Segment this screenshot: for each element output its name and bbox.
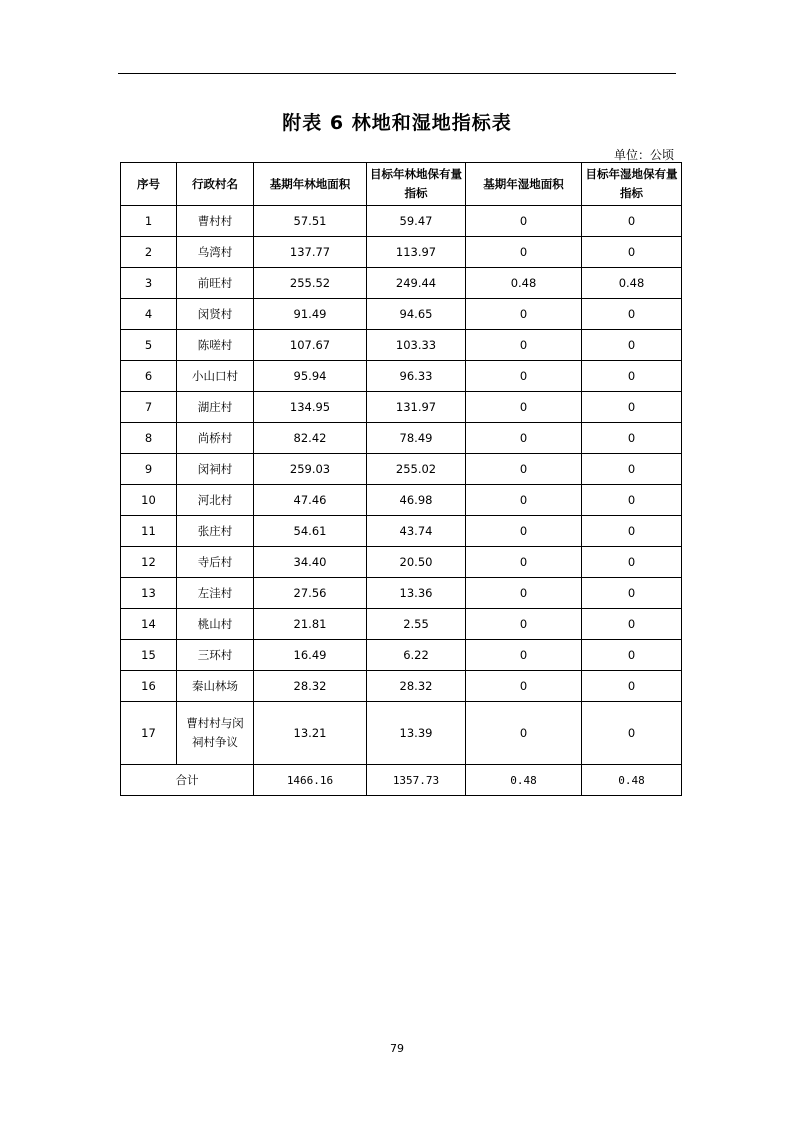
value-cell: 255.02 (367, 454, 466, 485)
row-index-cell: 7 (121, 392, 177, 423)
value-cell: 0 (466, 578, 582, 609)
value-cell: 0 (466, 485, 582, 516)
value-cell: 0 (466, 392, 582, 423)
value-cell: 43.74 (367, 516, 466, 547)
value-cell: 259.03 (254, 454, 367, 485)
value-cell: 0 (466, 671, 582, 702)
row-index-cell: 4 (121, 299, 177, 330)
value-cell: 2.55 (367, 609, 466, 640)
village-name-cell: 张庄村 (177, 516, 254, 547)
village-name-cell: 左洼村 (177, 578, 254, 609)
value-cell: 0 (466, 361, 582, 392)
value-cell: 0 (466, 299, 582, 330)
value-cell: 0 (582, 578, 682, 609)
row-index-cell: 12 (121, 547, 177, 578)
value-cell: 113.97 (367, 237, 466, 268)
value-cell: 91.49 (254, 299, 367, 330)
value-cell: 59.47 (367, 206, 466, 237)
value-cell: 0 (582, 361, 682, 392)
row-index-cell: 11 (121, 516, 177, 547)
value-cell: 0 (582, 547, 682, 578)
value-cell: 96.33 (367, 361, 466, 392)
value-cell: 28.32 (254, 671, 367, 702)
value-cell: 21.81 (254, 609, 367, 640)
village-name-cell: 秦山林场 (177, 671, 254, 702)
row-index-cell: 10 (121, 485, 177, 516)
village-name-cell: 乌湾村 (177, 237, 254, 268)
total-cell: 1357.73 (367, 765, 466, 796)
value-cell: 0 (466, 547, 582, 578)
column-header: 行政村名 (177, 163, 254, 206)
row-index-cell: 14 (121, 609, 177, 640)
value-cell: 82.42 (254, 423, 367, 454)
value-cell: 0 (582, 206, 682, 237)
value-cell: 28.32 (367, 671, 466, 702)
row-index-cell: 5 (121, 330, 177, 361)
value-cell: 107.67 (254, 330, 367, 361)
total-cell: 1466.16 (254, 765, 367, 796)
row-index-cell: 1 (121, 206, 177, 237)
value-cell: 46.98 (367, 485, 466, 516)
value-cell: 0 (582, 516, 682, 547)
value-cell: 94.65 (367, 299, 466, 330)
value-cell: 78.49 (367, 423, 466, 454)
village-name-cell: 湖庄村 (177, 392, 254, 423)
total-label: 合计 (121, 765, 254, 796)
column-header: 目标年林地保有量指标 (367, 163, 466, 206)
value-cell: 0.48 (466, 268, 582, 299)
value-cell: 249.44 (367, 268, 466, 299)
table-body (121, 206, 682, 765)
value-cell: 0 (582, 671, 682, 702)
row-index-cell: 16 (121, 671, 177, 702)
village-name-cell: 桃山村 (177, 609, 254, 640)
column-header: 基期年湿地面积 (466, 163, 582, 206)
value-cell: 0 (466, 206, 582, 237)
value-cell: 0 (582, 454, 682, 485)
value-cell: 103.33 (367, 330, 466, 361)
village-name-cell: 前旺村 (177, 268, 254, 299)
page-number: 79 (390, 1042, 404, 1055)
table-row (121, 454, 682, 485)
value-cell: 0 (466, 702, 582, 765)
table-row (121, 268, 682, 299)
header-rule (118, 73, 676, 74)
value-cell: 13.21 (254, 702, 367, 765)
row-index-cell: 15 (121, 640, 177, 671)
value-cell: 0 (466, 454, 582, 485)
table-row (121, 423, 682, 454)
village-name-cell: 寺后村 (177, 547, 254, 578)
column-header: 目标年湿地保有量指标 (582, 163, 682, 206)
row-index-cell: 17 (121, 702, 177, 765)
value-cell: 34.40 (254, 547, 367, 578)
row-index-cell: 8 (121, 423, 177, 454)
value-cell: 0 (466, 237, 582, 268)
village-name-cell: 小山口村 (177, 361, 254, 392)
value-cell: 0 (582, 485, 682, 516)
value-cell: 0 (582, 299, 682, 330)
village-name-cell: 闵祠村 (177, 454, 254, 485)
table-row (121, 702, 682, 765)
unit-label: 单位：公顷 (613, 148, 674, 162)
row-index-cell: 13 (121, 578, 177, 609)
value-cell: 0 (582, 609, 682, 640)
value-cell: 0 (466, 640, 582, 671)
value-cell: 0 (466, 423, 582, 454)
value-cell: 255.52 (254, 268, 367, 299)
table-header-row (121, 163, 682, 206)
value-cell: 134.95 (254, 392, 367, 423)
village-name-cell: 闵贤村 (177, 299, 254, 330)
value-cell: 0 (582, 423, 682, 454)
value-cell: 6.22 (367, 640, 466, 671)
table-row (121, 237, 682, 268)
table-row (121, 330, 682, 361)
table-row (121, 547, 682, 578)
table-row (121, 578, 682, 609)
table-row (121, 392, 682, 423)
value-cell: 13.39 (367, 702, 466, 765)
table-row (121, 516, 682, 547)
value-cell: 27.56 (254, 578, 367, 609)
value-cell: 137.77 (254, 237, 367, 268)
page-title: 附表 6 林地和湿地指标表 (282, 112, 512, 134)
village-name-cell: 三环村 (177, 640, 254, 671)
table-row (121, 671, 682, 702)
value-cell: 57.51 (254, 206, 367, 237)
value-cell: 0 (582, 237, 682, 268)
table-row (121, 299, 682, 330)
column-header: 序号 (121, 163, 177, 206)
value-cell: 0 (582, 640, 682, 671)
value-cell: 0 (466, 330, 582, 361)
value-cell: 0 (582, 330, 682, 361)
table-row (121, 206, 682, 237)
total-cell: 0.48 (466, 765, 582, 796)
row-index-cell: 6 (121, 361, 177, 392)
row-index-cell: 2 (121, 237, 177, 268)
value-cell: 0 (582, 702, 682, 765)
value-cell: 0 (582, 392, 682, 423)
value-cell: 47.46 (254, 485, 367, 516)
total-cell: 0.48 (582, 765, 682, 796)
table-row (121, 609, 682, 640)
village-name-cell: 曹村村与闵祠村争议 (177, 702, 254, 765)
value-cell: 0.48 (582, 268, 682, 299)
column-header: 基期年林地面积 (254, 163, 367, 206)
value-cell: 95.94 (254, 361, 367, 392)
value-cell: 0 (466, 609, 582, 640)
table-row (121, 640, 682, 671)
value-cell: 54.61 (254, 516, 367, 547)
village-name-cell: 陈嗟村 (177, 330, 254, 361)
row-index-cell: 3 (121, 268, 177, 299)
row-index-cell: 9 (121, 454, 177, 485)
value-cell: 16.49 (254, 640, 367, 671)
forest-wetland-table (120, 162, 682, 796)
table-row (121, 485, 682, 516)
village-name-cell: 曹村村 (177, 206, 254, 237)
value-cell: 0 (466, 516, 582, 547)
total-row (121, 765, 682, 796)
village-name-cell: 河北村 (177, 485, 254, 516)
table-row (121, 361, 682, 392)
village-name-cell: 尚桥村 (177, 423, 254, 454)
value-cell: 131.97 (367, 392, 466, 423)
value-cell: 20.50 (367, 547, 466, 578)
value-cell: 13.36 (367, 578, 466, 609)
